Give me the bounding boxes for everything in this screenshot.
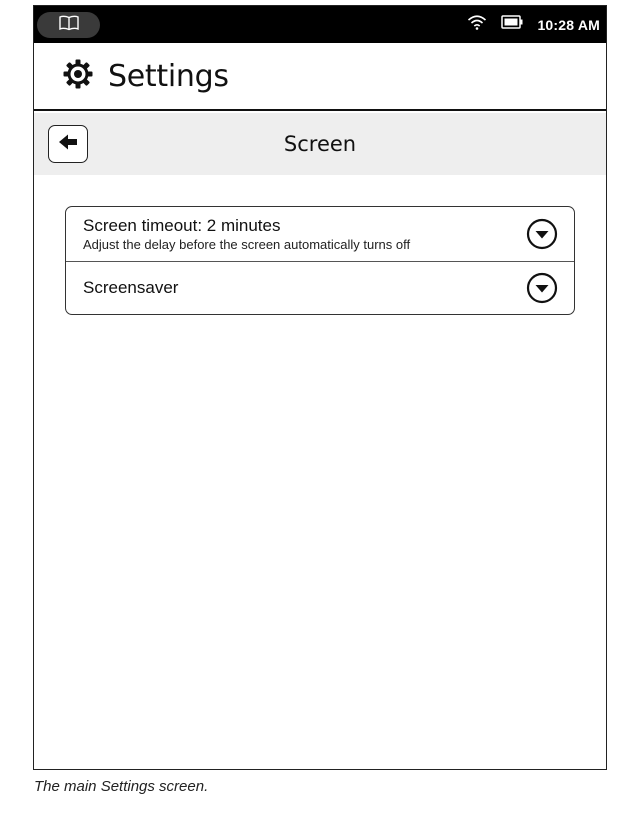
wifi-icon: [467, 14, 487, 35]
status-time: 10:28 AM: [537, 16, 600, 33]
chevron-down-circle-icon[interactable]: [526, 272, 558, 304]
book-icon: [58, 15, 80, 36]
setting-description: Adjust the delay before the screen automatically turns off: [83, 236, 411, 252]
setting-screensaver[interactable]: [66, 262, 574, 314]
title-bar: [34, 43, 606, 111]
setting-title: Screensaver: [83, 278, 179, 297]
setting-title: Screen timeout: 2 minutes: [83, 215, 281, 235]
device-screen: [33, 5, 607, 770]
figure-caption: The main Settings screen.: [34, 778, 209, 795]
sub-header: [34, 113, 606, 175]
section-title: Screen: [283, 132, 357, 156]
settings-list: [65, 206, 575, 315]
setting-text: [83, 216, 526, 253]
status-bar: [34, 6, 606, 43]
back-button[interactable]: [48, 125, 88, 163]
library-button[interactable]: [37, 12, 100, 38]
status-indicators: [467, 6, 600, 43]
gear-icon: [62, 58, 94, 95]
setting-screen-timeout[interactable]: [66, 207, 574, 262]
battery-icon: [501, 15, 523, 34]
chevron-down-circle-icon[interactable]: [526, 218, 558, 250]
arrow-left-icon: [57, 133, 79, 156]
setting-text: [83, 278, 526, 298]
page-title: Settings: [108, 58, 229, 94]
